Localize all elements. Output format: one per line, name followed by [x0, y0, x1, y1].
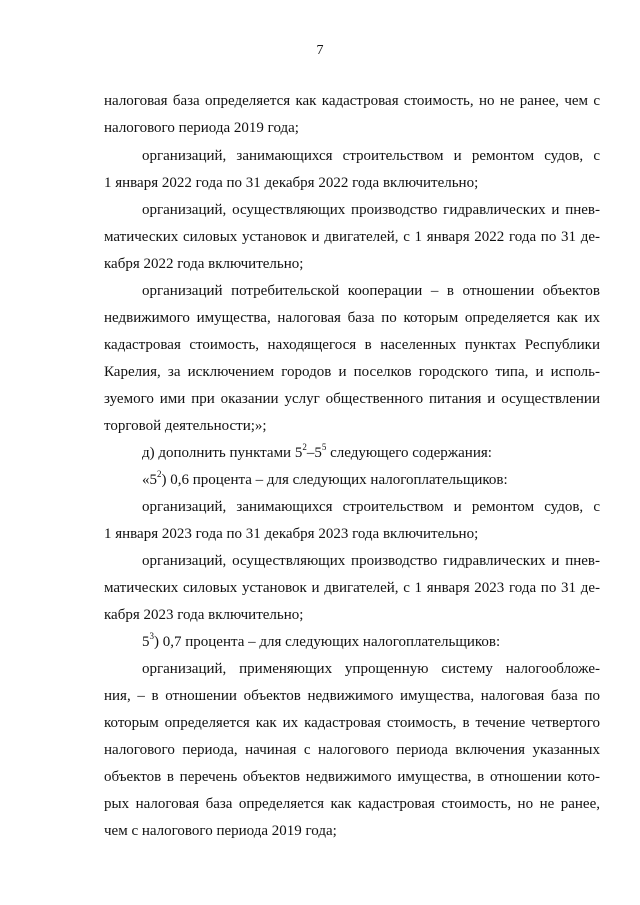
text-line: «$5^2$) 0,6 процента – для следующих налогоплательщиков:: [142, 469, 508, 488]
text-line: организаций, занимающихся строительством и ремонтом судов, с: [142, 499, 600, 515]
text-line: кабря 2023 года включительно;: [104, 607, 304, 623]
text-line: зуемого ими при оказании услуг общественного питания и осуществлении: [104, 391, 600, 407]
text-line: организаций потребительской кооперации – в отношении объектов: [142, 283, 600, 299]
text-line: ния, – в отношении объектов недвижимого имущества, налоговая база по: [104, 688, 600, 704]
text-line: 1 января 2023 года по 31 декабря 2023 года включительно;: [104, 526, 479, 542]
text-line: налогового периода, начиная с налогового периода включения указанных: [104, 742, 600, 758]
text-line: 1 января 2022 года по 31 декабря 2022 года включительно;: [104, 175, 479, 191]
text-line: объектов в перечень объектов недвижимого имущества, в отношении кото-: [104, 769, 600, 785]
text-line: недвижимого имущества, налоговая база по которым определяется как их: [104, 310, 600, 326]
text-line: матических силовых установок и двигателей, с 1 января 2023 года по 31 де-: [104, 580, 600, 596]
text-line: налогового периода 2019 года;: [104, 120, 299, 136]
text-line: организаций, осуществляющих производство гидравлических и пнев-: [142, 202, 600, 218]
text-line: организаций, занимающихся строительством и ремонтом судов, с: [142, 148, 600, 164]
text-line: кабря 2022 года включительно;: [104, 256, 304, 272]
text-line: рых налоговая база определяется как кадастровая стоимость, но не ранее,: [104, 796, 600, 812]
text-line: которым определяется как их кадастровая стоимость, в течение четвертого: [104, 715, 600, 731]
page-number: 7: [316, 43, 324, 58]
text-line: торговой деятельности;»;: [104, 418, 267, 434]
text-line: организаций, осуществляющих производство гидравлических и пнев-: [142, 553, 600, 569]
text-line: Карелия, за исключением городов и поселков городского типа, и исполь-: [104, 364, 600, 380]
text-line: чем с налогового периода 2019 года;: [104, 823, 337, 839]
text-line: $5^3$) 0,7 процента – для следующих налогоплательщиков:: [142, 631, 501, 650]
text-line: д) дополнить пунктами $5^2-5^5$ следующего содержания:: [142, 442, 492, 461]
text-line: кадастровая стоимость, находящегося в населенных пунктах Республики: [104, 337, 600, 353]
text-line: матических силовых установок и двигателей, с 1 января 2022 года по 31 де-: [104, 229, 600, 245]
text-line: налоговая база определяется как кадастровая стоимость, но не ранее, чем с: [104, 93, 600, 109]
text-line: организаций, применяющих упрощенную систему налогообложе-: [142, 661, 600, 677]
